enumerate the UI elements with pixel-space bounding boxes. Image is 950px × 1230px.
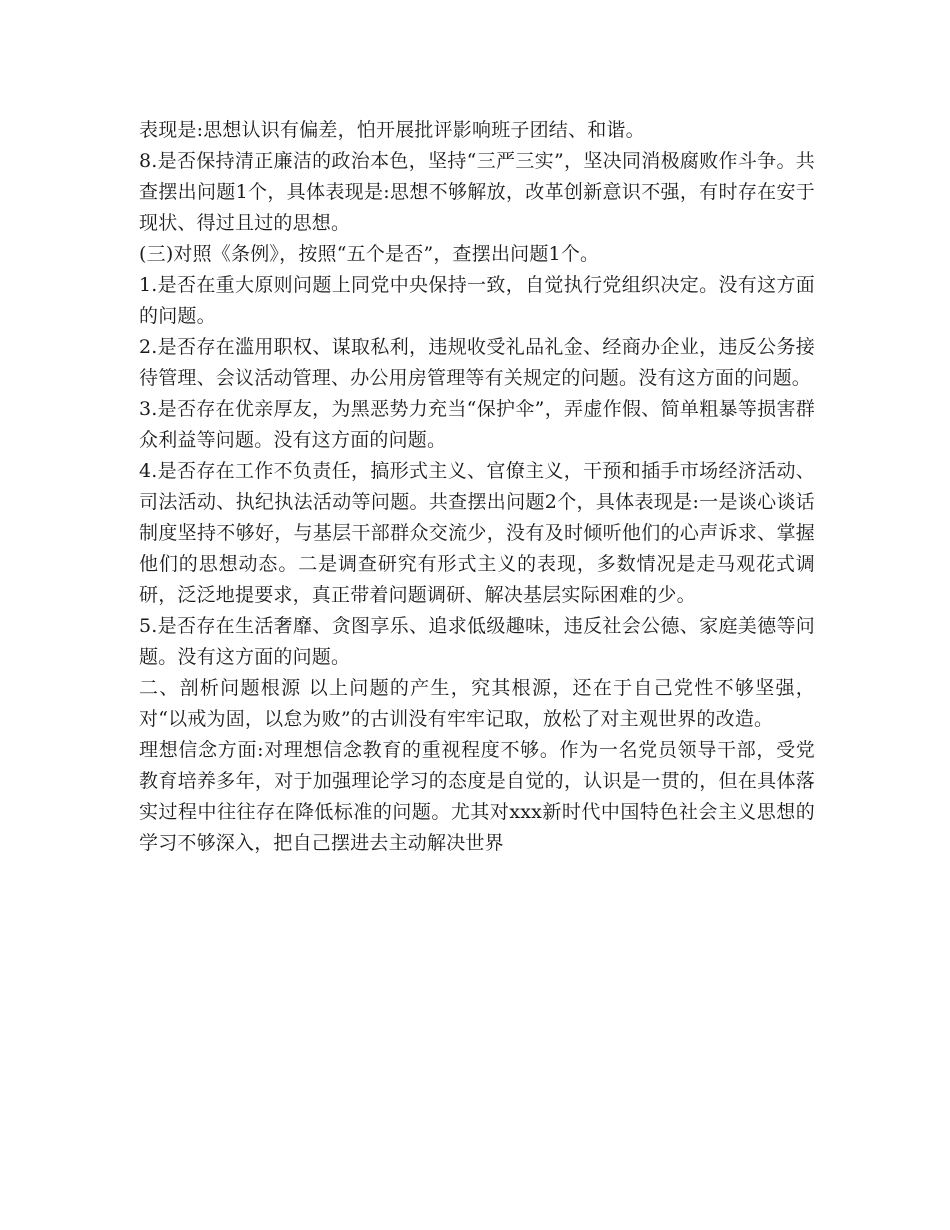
document-body (139, 115, 815, 859)
paragraph-5: 2.是否存在滥用职权、谋取私利，违规收受礼品礼金、经商办企业，违反公务接待管理、会议活动管理、办公用房管理等有关规定的问题。没有这方面的问题。 (139, 336, 815, 389)
paragraph-8: 5.是否存在生活奢靡、贪图享乐、追求低级趣味，违反社会公德、家庭美德等问题。没有这方面的问题。 (139, 615, 815, 668)
paragraph-9: 二、剖析问题根源 以上问题的产生，究其根源，还在于自己党性不够坚强，对“以戒为固，以怠为败”的古训没有牢牢记取，放松了对主观世界的改造。 (139, 677, 815, 730)
paragraph-1: 表现是:思想认识有偏差，怕开展批评影响班子团结、和谐。 (139, 119, 645, 141)
paragraph-6: 3.是否存在优亲厚友，为黑恶势力充当“保护伞”，弄虚作假、简单粗暴等损害群众利益等问题。没有这方面的问题。 (139, 398, 815, 451)
paragraph-7: 4.是否存在工作不负责任，搞形式主义、官僚主义，干预和插手市场经济活动、司法活动、执纪执法活动等问题。共查摆出问题2个，具体表现是:一是谈心谈话制度坚持不够好，与基层干部群众交流少，没有及时倾听他们的心声诉求、掌握他们的思想动态。二是调查研究有形式主义的表现，多数情况是走马观花式调研，泛泛地提要求，真正带着问题调研、解决基层实际困难的少。 (139, 460, 815, 606)
paragraph-4: 1.是否在重大原则问题上同党中央保持一致，自觉执行党组织决定。没有这方面的问题。 (139, 274, 815, 327)
paragraph-2: 8.是否保持清正廉洁的政治本色，坚持“三严三实”，坚决同消极腐败作斗争。共查摆出问题1个，具体表现是:思想不够解放，改革创新意识不强，有时存在安于现状、得过且过的思想。 (139, 150, 815, 234)
paragraph-10: 理想信念方面:对理想信念教育的重视程度不够。作为一名党员领导干部，受党教育培养多年，对于加强理论学习的态度是自觉的，认识是一贯的，但在具体落实过程中往往存在降低标准的问题。尤其对xxx新时代中国特色社会主义思想的学习不够深入，把自己摆进去主动解决世界 (139, 739, 815, 854)
paragraph-3: (三)对照《条例》，按照“五个是否”，查摆出问题1个。 (139, 243, 600, 265)
